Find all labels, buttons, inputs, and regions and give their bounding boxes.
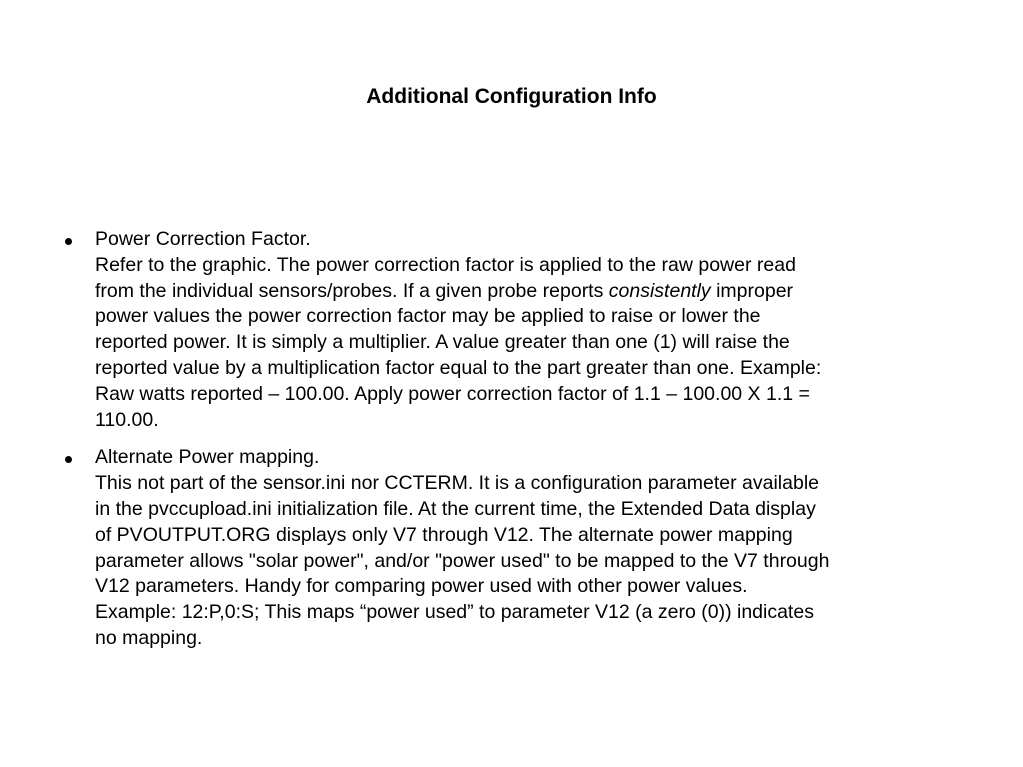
bullet-dot-icon (65, 456, 72, 463)
bullet-list (62, 227, 974, 652)
bullet-text-line: reported power. It is simply a multiplier. A value greater than one (1) will raise the (95, 331, 790, 354)
emphasis-text: consistently (608, 279, 711, 302)
bullet-heading: Alternate Power mapping. (95, 446, 320, 469)
bullet-text-line: Raw watts reported – 100.00. Apply power correction factor of 1.1 – 100.00 X 1.1 = (95, 382, 810, 405)
bullet-text-line: power values the power correction factor may be applied to raise or lower the (95, 305, 761, 328)
bullet-dot-icon (65, 238, 72, 245)
bullet-text-line-with-emphasis (95, 279, 974, 305)
bullet-text-line: Refer to the graphic. The power correction factor is applied to the raw power read (95, 253, 796, 276)
bullet-text-line: reported value by a multiplication factor equal to the part greater than one. Example: (95, 356, 822, 379)
bullet-text-line: This not part of the sensor.ini nor CCTERM. It is a configuration parameter available (95, 472, 820, 495)
bullet-text-line: 110.00. (95, 408, 159, 431)
bullet-alternate-power-mapping (62, 445, 974, 651)
bullet-text-line: no mapping. (95, 626, 203, 649)
bullet-power-correction-factor (62, 227, 974, 433)
bullet-text-line: Example: 12:P,0:S; This maps “power used” to parameter V12 (a zero (0)) indicates (95, 601, 814, 624)
bullet-text-segment: improper (710, 279, 794, 302)
bullet-text-line: of PVOUTPUT.ORG displays only V7 through V12. The alternate power mapping (95, 523, 793, 546)
bullet-text-line: V12 parameters. Handy for comparing power used with other power values. (95, 575, 748, 598)
bullet-heading: Power Correction Factor. (95, 228, 311, 250)
page-title: Additional Configuration Info (366, 85, 657, 108)
bullet-text-line: parameter allows "solar power", and/or "power used" to be mapped to the V7 through (95, 549, 830, 572)
bullet-text-line: in the pvccupload.ini initialization file. At the current time, the Extended Data display (95, 497, 816, 520)
bullet-text-segment: from the individual sensors/probes. If a given probe reports (95, 279, 609, 302)
